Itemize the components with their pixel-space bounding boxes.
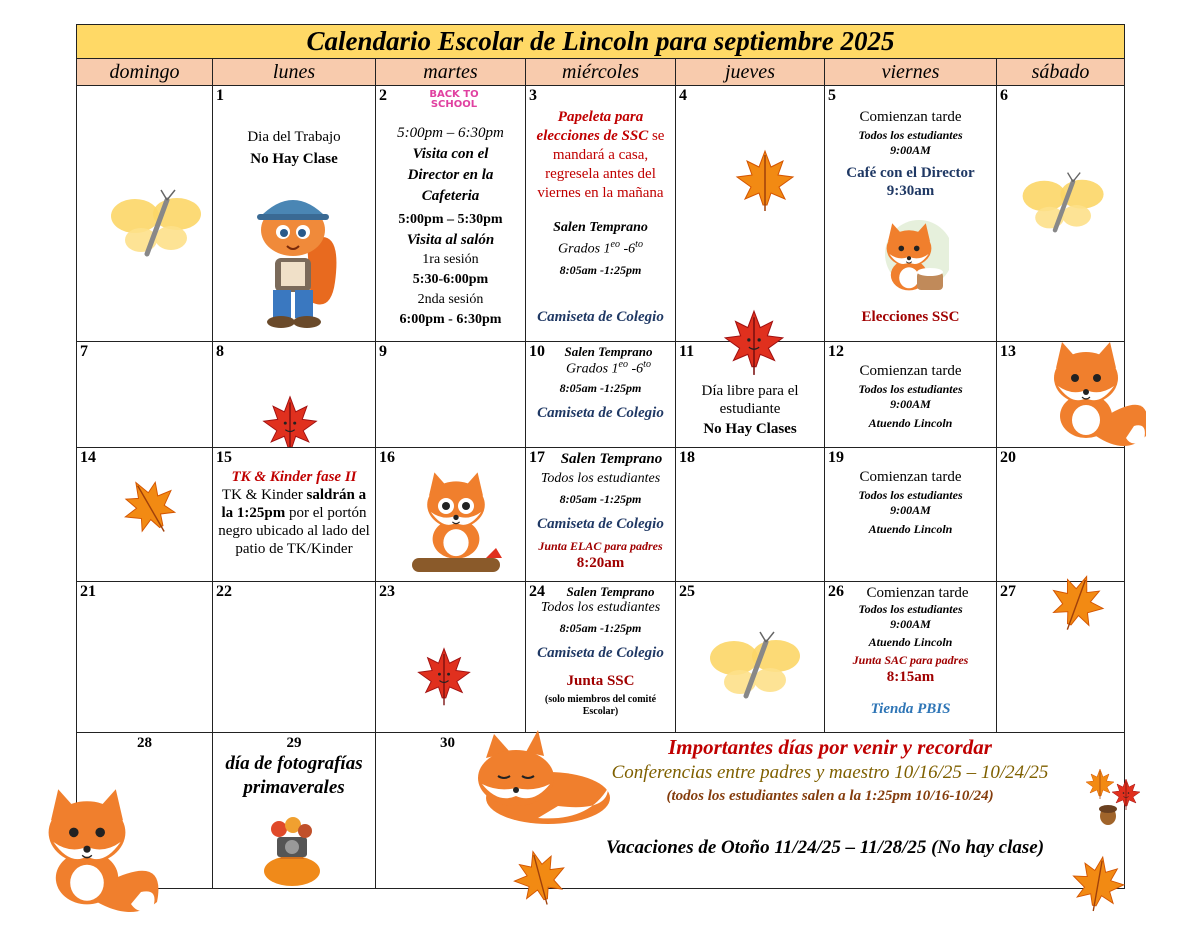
leaf-icon <box>1066 852 1130 916</box>
event-title: Visita al salón <box>406 232 495 248</box>
day-number: 22 <box>216 583 232 600</box>
all-students-label: Todos los estudiantes <box>858 602 963 616</box>
day-header-thursday: jueves <box>676 59 825 86</box>
day-cell-19 <box>825 448 997 582</box>
day-number: 14 <box>80 449 96 466</box>
fox-sitting-icon <box>1026 336 1146 454</box>
early-dismissal-label: Salen Temprano <box>566 584 655 599</box>
leaf-icon <box>730 146 800 216</box>
no-class-label: No Hay Clases <box>703 421 797 437</box>
late-start-time: 9:00AM <box>890 617 931 631</box>
early-dismissal-label: Salen Temprano <box>564 344 653 359</box>
elac-meeting-label: Junta ELAC para padres <box>538 539 663 553</box>
dismissal-time: 8:05am -1:25pm <box>559 492 642 506</box>
day-cell-7 <box>77 342 213 448</box>
day-cell-24 <box>526 582 676 733</box>
day-cell-23 <box>376 582 526 733</box>
all-students-label: Todos los estudiantes <box>858 128 963 142</box>
day-number: 26 <box>828 583 844 600</box>
day-cell-12 <box>825 342 997 448</box>
squirrel-mascot-icon <box>247 182 343 330</box>
leaf-icon <box>117 474 183 540</box>
day-number: 9 <box>379 343 387 360</box>
day-number: 15 <box>216 449 232 466</box>
dismissal-time: 8:05am -1:25pm <box>559 621 642 635</box>
session-time: 6:00pm - 6:30pm <box>399 312 502 327</box>
fall-vacation-label: Vacaciones de Otoño 11/24/25 – 11/28/25 (No hay clase) <box>605 837 1045 858</box>
college-shirt-label: Camiseta de Colegio <box>537 645 664 661</box>
red-leaf-icon <box>257 392 323 448</box>
all-students-label: Todos los estudiantes <box>858 382 963 396</box>
day-cell-18 <box>676 448 825 582</box>
fox-on-log-icon <box>406 462 506 578</box>
day-header-tuesday: martes <box>376 59 526 86</box>
college-shirt-label: Camiseta de Colegio <box>537 308 664 325</box>
day-number: 2 <box>379 87 387 104</box>
conferences-label: Conferencias entre padres y maestro 10/16/25 – 10/24/25 <box>611 762 1049 783</box>
day-header-wednesday: miércoles <box>526 59 676 86</box>
day-number: 19 <box>828 449 844 466</box>
all-students-label: Todos los estudiantes <box>540 471 661 486</box>
elac-meeting-time: 8:20am <box>576 555 625 571</box>
late-start-label: Comienzan tarde <box>866 585 969 601</box>
day-header-saturday: sábado <box>997 59 1125 86</box>
lincoln-attire-label: Atuendo Lincoln <box>868 635 953 649</box>
day-header-sunday: domingo <box>77 59 213 86</box>
day-header-friday: viernes <box>825 59 997 86</box>
leaf-icon <box>1044 570 1110 636</box>
day-number: 21 <box>80 583 96 600</box>
day-cell-2 <box>376 86 526 342</box>
event-time: 5:00pm – 6:30pm <box>397 125 504 141</box>
college-shirt-label: Camiseta de Colegio <box>537 516 664 532</box>
coffee-director-label: Café con el Director <box>846 165 975 181</box>
day-number: 29 <box>286 735 302 751</box>
ssc-meeting-label: Junta SSC <box>566 673 635 689</box>
day-number: 13 <box>1000 343 1016 360</box>
lincoln-attire-label: Atuendo Lincoln <box>868 522 953 536</box>
leaf-icon <box>508 846 572 910</box>
day-number: 10 <box>529 343 545 360</box>
day-number: 18 <box>679 449 695 466</box>
ssc-elections-label: Elecciones SSC <box>861 309 960 325</box>
all-students-label: Todos los estudiantes <box>858 488 963 502</box>
sac-meeting-time: 8:15am <box>886 669 935 685</box>
event-title: Visita con el Director en la Cafeteria <box>407 146 494 204</box>
day-number: 23 <box>379 583 395 600</box>
day-header-monday: lunes <box>213 59 376 86</box>
day-number: 1 <box>216 87 224 104</box>
butterfly-icon <box>107 186 207 266</box>
tk-kinder-phase-label: TK & Kinder fase II <box>231 469 357 485</box>
college-shirt-label: Camiseta de Colegio <box>537 404 664 421</box>
day-number: 12 <box>828 343 844 360</box>
dismissal-time: 8:05am -1:25pm <box>559 262 642 277</box>
day-number: 16 <box>379 449 395 466</box>
day-cell-9 <box>376 342 526 448</box>
late-start-time: 9:00AM <box>890 143 931 157</box>
day-cell-empty <box>77 86 213 342</box>
day-cell-16 <box>376 448 526 582</box>
pumpkin-camera-icon <box>259 815 325 887</box>
day-number: 8 <box>216 343 224 360</box>
no-class-label: No Hay Clase <box>250 151 338 167</box>
dismissal-time: 8:05am -1:25pm <box>559 380 642 395</box>
day-cell-14 <box>77 448 213 582</box>
ssc-ballot-title: Papeleta para elecciones de SSC <box>536 109 649 144</box>
early-dismissal-label: Salen Temprano <box>553 220 648 235</box>
day-cell-26 <box>825 582 997 733</box>
day-cell-21 <box>77 582 213 733</box>
calendar-title: Calendario Escolar de Lincoln para septiembre 2025 <box>77 25 1125 59</box>
red-leaf-icon <box>412 644 476 708</box>
all-students-label: Todos los estudiantes <box>540 600 661 615</box>
sleeping-fox-icon <box>458 728 618 828</box>
session-time: 5:30-6:00pm <box>412 272 489 287</box>
day-number: 11 <box>679 343 695 360</box>
day-number: 30 <box>440 735 455 751</box>
day-number: 5 <box>828 87 836 104</box>
day-cell-25 <box>676 582 825 733</box>
session-label: 2nda sesión <box>417 292 484 307</box>
day-cell-15: 15 TK & Kinder fase II TK & Kinder saldrán a la 1:25pm por el portón negro ubicado al lado del patio de TK/Kinder <box>213 448 376 582</box>
event-time: 5:00pm – 5:30pm <box>398 212 503 227</box>
red-leaf-icon <box>718 306 790 378</box>
pbis-store-label: Tienda PBIS <box>870 701 951 717</box>
day-number: 6 <box>1000 87 1008 104</box>
spring-photos-label: día de fotografías primaverales <box>225 753 363 798</box>
day-cell-6 <box>997 86 1125 342</box>
day-number: 7 <box>80 343 88 360</box>
day-number: 28 <box>137 735 152 751</box>
day-cell-8 <box>213 342 376 448</box>
coffee-director-time: 9:30am <box>886 183 935 199</box>
day-cell-5 <box>825 86 997 342</box>
early-dismissal-label: Salen Temprano <box>560 451 663 467</box>
late-start-label: Comienzan tarde <box>859 469 962 485</box>
late-start-label: Comienzan tarde <box>859 363 962 379</box>
late-start-label: Comienzan tarde <box>859 109 962 125</box>
fox-coffee-icon <box>869 210 949 294</box>
autumn-leaves-icon <box>1074 754 1150 830</box>
grades-label: Grados $1^{eo}$ $-6^{to}$ <box>558 239 643 257</box>
lincoln-attire-label: Atuendo Lincoln <box>868 416 953 430</box>
session-label: 1ra sesión <box>422 252 479 267</box>
day-number: 27 <box>1000 583 1016 600</box>
day-cell-22 <box>213 582 376 733</box>
day-number: 25 <box>679 583 695 600</box>
day-cell-1 <box>213 86 376 342</box>
day-number: 17 <box>529 449 545 466</box>
day-cell-10 <box>526 342 676 448</box>
day-number: 4 <box>679 87 687 104</box>
butterfly-icon <box>706 628 806 708</box>
grades-label: Grados $1^{eo}$ $-6^{to}$ <box>566 359 651 377</box>
day-cell-20 <box>997 448 1125 582</box>
fox-corner-icon <box>12 782 162 916</box>
day-off-label: Día libre para el estudiante <box>701 383 799 417</box>
ssc-ballot-note: se mandará a casa, regresela antes del viernes en la mañana <box>537 128 665 201</box>
day-cell-3 <box>526 86 676 342</box>
day-number: 3 <box>529 87 537 104</box>
day-cell-4 <box>676 86 825 342</box>
butterfly-icon <box>1019 168 1109 242</box>
conferences-note: (todos los estudiantes salen a la 1:25pm 10/16-10/24) <box>666 788 994 804</box>
sac-meeting-label: Junta SAC para padres <box>852 653 969 667</box>
late-start-time: 9:00AM <box>890 503 931 517</box>
ssc-meeting-note: (solo miembros del comité Escolar) <box>544 694 657 717</box>
day-cell-17 <box>526 448 676 582</box>
day-cell-29 <box>213 733 376 889</box>
late-start-time: 9:00AM <box>890 397 931 411</box>
day-number: 24 <box>529 583 545 600</box>
important-dates-title: Importantes días por venir y recordar <box>668 735 992 759</box>
back-to-school-badge: BACK TO SCHOOL <box>429 89 479 110</box>
day-number: 20 <box>1000 449 1016 466</box>
holiday-label: Dia del Trabajo <box>247 129 341 145</box>
